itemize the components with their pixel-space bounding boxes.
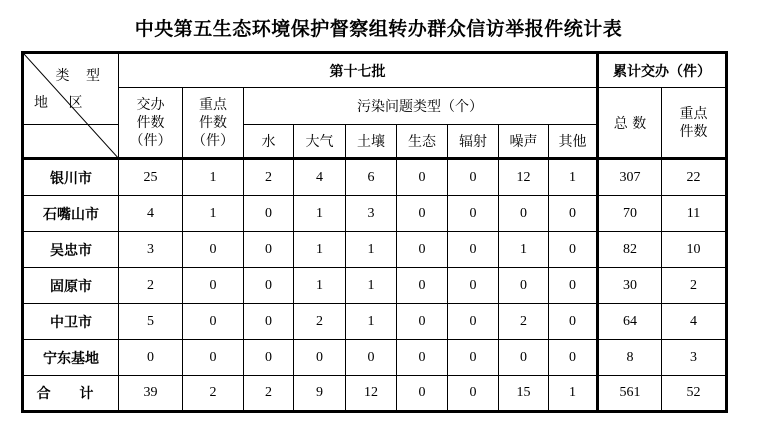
region-name: 中卫市: [23, 304, 119, 340]
cumulative-key-total: 4: [662, 304, 727, 340]
table-body: [23, 159, 727, 412]
pollution-count: 0: [448, 232, 499, 268]
type-label: 类 型: [55, 68, 106, 84]
pollution-count: 0: [397, 304, 448, 340]
region-name: 合 计: [23, 376, 119, 412]
region-name: 银川市: [23, 159, 119, 196]
pollution-count: 0: [549, 340, 598, 376]
batch-header: 第十七批: [119, 53, 598, 88]
pollution-count: 0: [499, 196, 549, 232]
pollution-count: 1: [294, 232, 346, 268]
pollution-count: 0: [397, 268, 448, 304]
key-count: 1: [183, 196, 244, 232]
pollution-type-air: 大气: [294, 125, 346, 159]
cumulative-key-total: 3: [662, 340, 727, 376]
table-row: [23, 376, 727, 412]
pollution-count: 0: [448, 376, 499, 412]
pollution-type-noise: 噪声: [499, 125, 549, 159]
pollution-count: 0: [448, 304, 499, 340]
pollution-count: 0: [244, 232, 294, 268]
pollution-count: 0: [549, 232, 598, 268]
pollution-count: 0: [549, 268, 598, 304]
cumulative-total: 8: [598, 340, 662, 376]
table-row: [23, 304, 727, 340]
assigned-count-header: 交办 件数 （件）: [119, 88, 183, 159]
pollution-count: 1: [294, 268, 346, 304]
region-name: 石嘴山市: [23, 196, 119, 232]
cumulative-total: 30: [598, 268, 662, 304]
key-count: 0: [183, 340, 244, 376]
corner-header-cell: [23, 53, 119, 125]
pollution-count: 0: [549, 196, 598, 232]
cumulative-key-total: 10: [662, 232, 727, 268]
assigned-count: 5: [119, 304, 183, 340]
table-row: [23, 159, 727, 196]
pollution-count: 12: [499, 159, 549, 196]
pollution-count: 1: [549, 376, 598, 412]
cumulative-header: 累计交办（件）: [598, 53, 727, 88]
key-count: 1: [183, 159, 244, 196]
pollution-count: 0: [244, 268, 294, 304]
cumulative-total: 82: [598, 232, 662, 268]
region-name: 吴忠市: [23, 232, 119, 268]
cumulative-total: 561: [598, 376, 662, 412]
assigned-count: 0: [119, 340, 183, 376]
table-row: [23, 232, 727, 268]
key-count: 0: [183, 304, 244, 340]
key-total-header: 重点 件数: [662, 88, 727, 159]
pollution-type-ecology: 生态: [397, 125, 448, 159]
assigned-count: 39: [119, 376, 183, 412]
pollution-count: 12: [346, 376, 397, 412]
assigned-count: 3: [119, 232, 183, 268]
key-count: 0: [183, 232, 244, 268]
pollution-count: 2: [499, 304, 549, 340]
pollution-count: 1: [499, 232, 549, 268]
assigned-count: 25: [119, 159, 183, 196]
table-row: [23, 196, 727, 232]
assigned-count: 4: [119, 196, 183, 232]
pollution-count: 1: [549, 159, 598, 196]
pollution-type-radiation: 辐射: [448, 125, 499, 159]
cumulative-key-total: 2: [662, 268, 727, 304]
pollution-count: 0: [448, 268, 499, 304]
pollution-count: 6: [346, 159, 397, 196]
pollution-count: 0: [244, 304, 294, 340]
cumulative-total: 70: [598, 196, 662, 232]
region-name: 宁东基地: [23, 340, 119, 376]
pollution-count: 0: [346, 340, 397, 376]
cumulative-key-total: 52: [662, 376, 727, 412]
pollution-count: 3: [346, 196, 397, 232]
pollution-type-header: 污染问题类型（个）: [244, 88, 598, 125]
key-count-header: 重点 件数 （件）: [183, 88, 244, 159]
pollution-count: 0: [244, 196, 294, 232]
pollution-count: 0: [499, 340, 549, 376]
pollution-count: 0: [294, 340, 346, 376]
pollution-count: 2: [244, 159, 294, 196]
pollution-count: 0: [397, 376, 448, 412]
cumulative-key-total: 22: [662, 159, 727, 196]
pollution-type-other: 其他: [549, 125, 598, 159]
pollution-count: 0: [448, 196, 499, 232]
pollution-count: 9: [294, 376, 346, 412]
pollution-count: 0: [499, 268, 549, 304]
pollution-count: 1: [346, 304, 397, 340]
pollution-count: 0: [397, 232, 448, 268]
table-row: [23, 268, 727, 304]
pollution-type-water: 水: [244, 125, 294, 159]
pollution-count: 0: [397, 196, 448, 232]
table-row: [23, 340, 727, 376]
pollution-count: 2: [294, 304, 346, 340]
key-count: 2: [183, 376, 244, 412]
pollution-count: 0: [397, 159, 448, 196]
pollution-count: 0: [448, 340, 499, 376]
key-count: 0: [183, 268, 244, 304]
pollution-count: 15: [499, 376, 549, 412]
pollution-count: 1: [346, 232, 397, 268]
pollution-count: 0: [397, 340, 448, 376]
assigned-count: 2: [119, 268, 183, 304]
cumulative-key-total: 11: [662, 196, 727, 232]
pollution-count: 1: [294, 196, 346, 232]
pollution-count: 0: [448, 159, 499, 196]
pollution-count: 1: [346, 268, 397, 304]
pollution-count: 4: [294, 159, 346, 196]
pollution-count: 0: [244, 340, 294, 376]
region-name: 固原市: [23, 268, 119, 304]
page-title: 中央第五生态环境保护督察组转办群众信访举报件统计表: [134, 18, 623, 40]
total-header: 总 数: [598, 88, 662, 159]
statistics-table: [21, 51, 728, 413]
cumulative-total: 307: [598, 159, 662, 196]
pollution-count: 0: [549, 304, 598, 340]
pollution-count: 2: [244, 376, 294, 412]
cumulative-total: 64: [598, 304, 662, 340]
region-label: 地 区: [34, 95, 91, 111]
pollution-type-soil: 土壤: [346, 125, 397, 159]
